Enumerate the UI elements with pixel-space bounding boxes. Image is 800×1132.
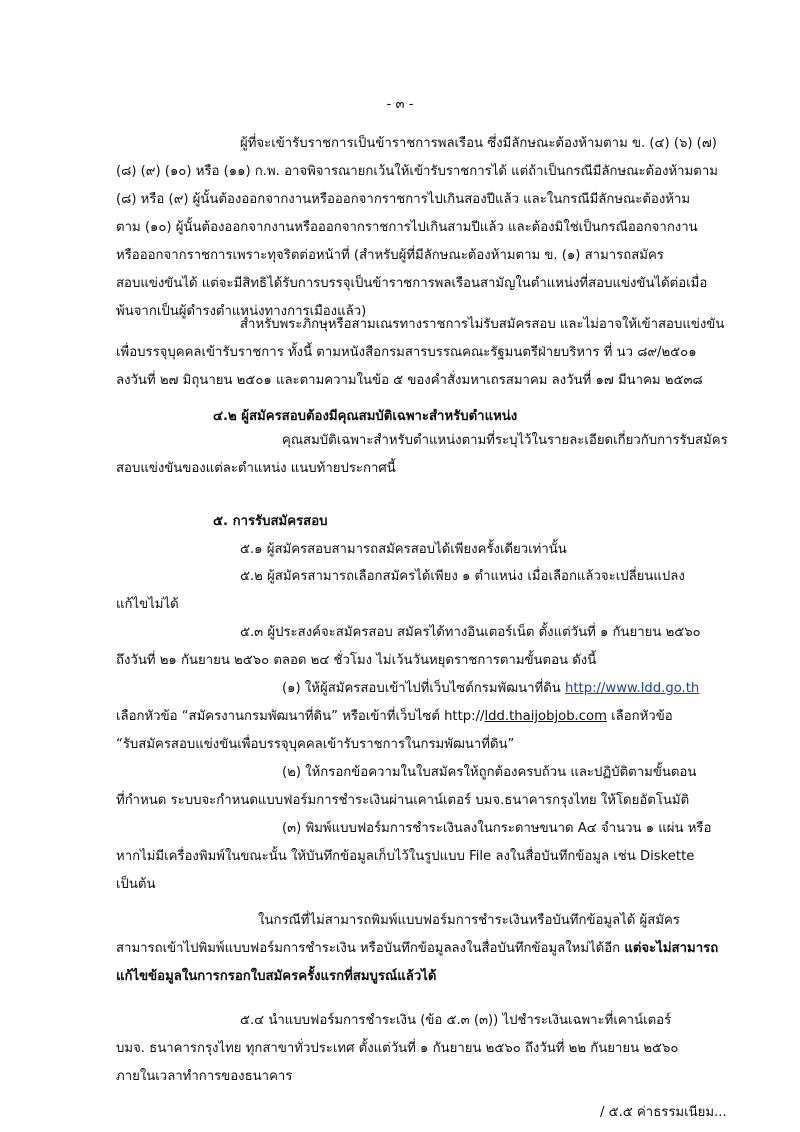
para1-line3: (๘) หรือ (๙) ผู้นั้นต้องออกจากงานหรือออกจากราชการไปเกินสองปีแล้ว และในกรณีมีลักษณะต้องห้าม xyxy=(116,192,691,207)
step-3-line2: หากไม่มีเครื่องพิมพ์ในขณะนั้น ให้บันทึกข้อมูลเก็บไว้ในรูปแบบ File ลงในสื่อบันทึกข้อมูล เช่น Diskette xyxy=(116,849,695,864)
note-line2-bold: แต่จะไม่สามารถ xyxy=(624,941,719,956)
para1-line1: ผู้ที่จะเข้ารับราชการเป็นข้าราชการพลเรือน ซึ่งมีลักษณะต้องห้ามตาม ข. (๔) (๖) (๗) xyxy=(240,136,717,151)
item-5-2-line1: ๕.๒ ผู้สมัครสามารถเลือกสมัครได้เพียง ๑ ตำแหน่ง เมื่อเลือกแล้วจะเปลี่ยนแปลง xyxy=(240,569,685,584)
section-4-2-line1: คุณสมบัติเฉพาะสำหรับตำแหน่งตามที่ระบุไว้ในรายละเอียดเกี่ยวกับการรับสมัคร xyxy=(282,433,728,448)
page-number: - ๓ - xyxy=(386,97,414,112)
step-1-line2-post: เลือกหัวข้อ xyxy=(606,709,673,724)
item-5-3-line2: ถึงวันที่ ๒๑ กันยายน ๒๕๖๐ ตลอด ๒๔ ชั่วโมง ไม่เว้นวันหยุดราชการตามขั้นตอน ดังนี้ xyxy=(116,653,597,668)
note-line2 xyxy=(116,940,718,958)
step-1-line2 xyxy=(116,708,673,726)
step-1-text: (๑) ให้ผู้สมัครสอบเข้าไปที่เว็บไซต์กรมพัฒนาที่ดิน xyxy=(282,681,561,696)
step-2-line1: (๒) ให้กรอกข้อความในใบสมัครให้ถูกต้องครบถ้วน และปฏิบัติตามขั้นตอน xyxy=(282,765,697,780)
note-line2-text: สามารถเข้าไปพิมพ์แบบฟอร์มการชำระเงิน หรือบันทึกข้อมูลลงในสื่อบันทึกข้อมูลใหม่ได้อีก xyxy=(116,941,625,956)
note-line3: แก้ไขข้อมูลในการกรอกใบสมัครครั้งแรกที่สมบูรณ์แล้วได้ xyxy=(116,969,437,984)
para2-line2: เพื่อบรรจุบุคคลเข้ารับราชการ ทั้งนี้ ตามหนังสือกรมสารบรรณคณะรัฐมนตรีฝ่ายบริหาร ที่ นว ๘๙/๒๕๐๑ xyxy=(116,345,697,360)
note-line1: ในกรณีที่ไม่สามารถพิมพ์แบบฟอร์มการชำระเงินหรือบันทึกข้อมูลได้ ผู้สมัคร xyxy=(258,913,680,928)
step-1-line2-pre: เลือกหัวข้อ “สมัครงานกรมพัฒนาที่ดิน” หรือเข้าที่เว็บไซต์ http:// xyxy=(116,709,485,724)
item-5-3-line1: ๕.๓ ผู้ประสงค์จะสมัครสอบ สมัครได้ทางอินเตอร์เน็ต ตั้งแต่วันที่ ๑ กันยายน ๒๕๖๐ xyxy=(240,625,701,640)
step-1-line1 xyxy=(282,680,699,698)
step-3-line1: (๓) พิมพ์แบบฟอร์มการชำระเงินลงในกระดาษขนาด A๔ จำนวน ๑ แผ่น หรือ xyxy=(282,821,712,836)
item-5-1: ๕.๑ ผู้สมัครสอบสามารถสมัครสอบได้เพียงครั้งเดียวเท่านั้น xyxy=(240,542,567,557)
step-1-line3: “รับสมัครสอบแข่งขันเพื่อบรรจุบุคคลเข้ารับราชการในกรมพัฒนาที่ดิน” xyxy=(116,737,515,752)
section-5-heading: ๕. การรับสมัครสอบ xyxy=(213,514,328,529)
para1-line2: (๘) (๙) (๑๐) หรือ (๑๑) ก.พ. อาจพิจารณายกเว้นให้เข้ารับราชการได้ แต่ถ้าเป็นกรณีมีลักษณะต้องห้ามตาม xyxy=(116,164,718,179)
step-3-line3: เป็นต้น xyxy=(116,877,156,892)
ldd-website-link[interactable]: http://www.ldd.go.th xyxy=(565,681,700,696)
item-5-4-line3: ภายในเวลาทำการของธนาคาร xyxy=(116,1069,293,1084)
thaijobjob-link[interactable]: ldd.thaijobjob.com xyxy=(484,709,607,724)
step-2-line2: ที่กำหนด ระบบจะกำหนดแบบฟอร์มการชำระเงินผ่านเคาน์เตอร์ บมจ.ธนาคารกรุงไทย ให้โดยอัตโนมัติ xyxy=(116,793,690,808)
item-5-4-line1: ๕.๔ นำแบบฟอร์มการชำระเงิน (ข้อ ๕.๓ (๓)) ไปชำระเงินเฉพาะที่เคาน์เตอร์ xyxy=(240,1013,672,1028)
item-5-4-line2: บมจ. ธนาคารกรุงไทย ทุกสาขาทั่วประเทศ ตั้งแต่วันที่ ๑ กันยายน ๒๕๖๐ ถึงวันที่ ๒๒ กันยายน ๒๕๖๐ xyxy=(116,1041,679,1056)
section-4-2-heading: ๔.๒ ผู้สมัครสอบต้องมีคุณสมบัติเฉพาะสำหรับตำแหน่ง xyxy=(213,409,518,424)
section-4-2-line2: สอบแข่งขันของแต่ละตำแหน่ง แนบท้ายประกาศนี้ xyxy=(116,461,396,476)
para2-line1: สำหรับพระภิกษุหรือสามเณรทางราชการไม่รับสมัครสอบ และไม่อาจให้เข้าสอบแข่งขัน xyxy=(240,317,725,332)
continuation-note: / ๕.๕ ค่าธรรมเนียม... xyxy=(600,1105,727,1120)
para1-line5: หรือออกจากราชการเพราะทุจริตต่อหน้าที่ (สำหรับผู้ที่มีลักษณะต้องห้ามตาม ข. (๑) สามารถสมัคร xyxy=(116,248,664,263)
para1-line6: สอบแข่งขันได้ แต่จะมีสิทธิได้รับการบรรจุเป็นข้าราชการพลเรือนสามัญในตำแหน่งที่สอบแข่งขันได้ต่อเมื่อ xyxy=(116,276,708,291)
para1-line4: ตาม (๑๐) ผู้นั้นต้องออกจากงานหรือออกจากราชการไปเกินสามปีแล้ว และต้องมิใช่เป็นกรณีออกจากงาน xyxy=(116,220,698,235)
item-5-2-line2: แก้ไขไม่ได้ xyxy=(116,597,179,612)
para1-line7: พ้นจากเป็นผู้ดำรงตำแหน่งทางการเมืองแล้ว) xyxy=(116,304,367,319)
para2-line3: ลงวันที่ ๒๗ มิถุนายน ๒๕๐๑ และตามความในข้อ ๕ ของคำสั่งมหาเถรสมาคม ลงวันที่ ๑๗ มีนาคม ๒๕๓๘ xyxy=(116,373,703,388)
